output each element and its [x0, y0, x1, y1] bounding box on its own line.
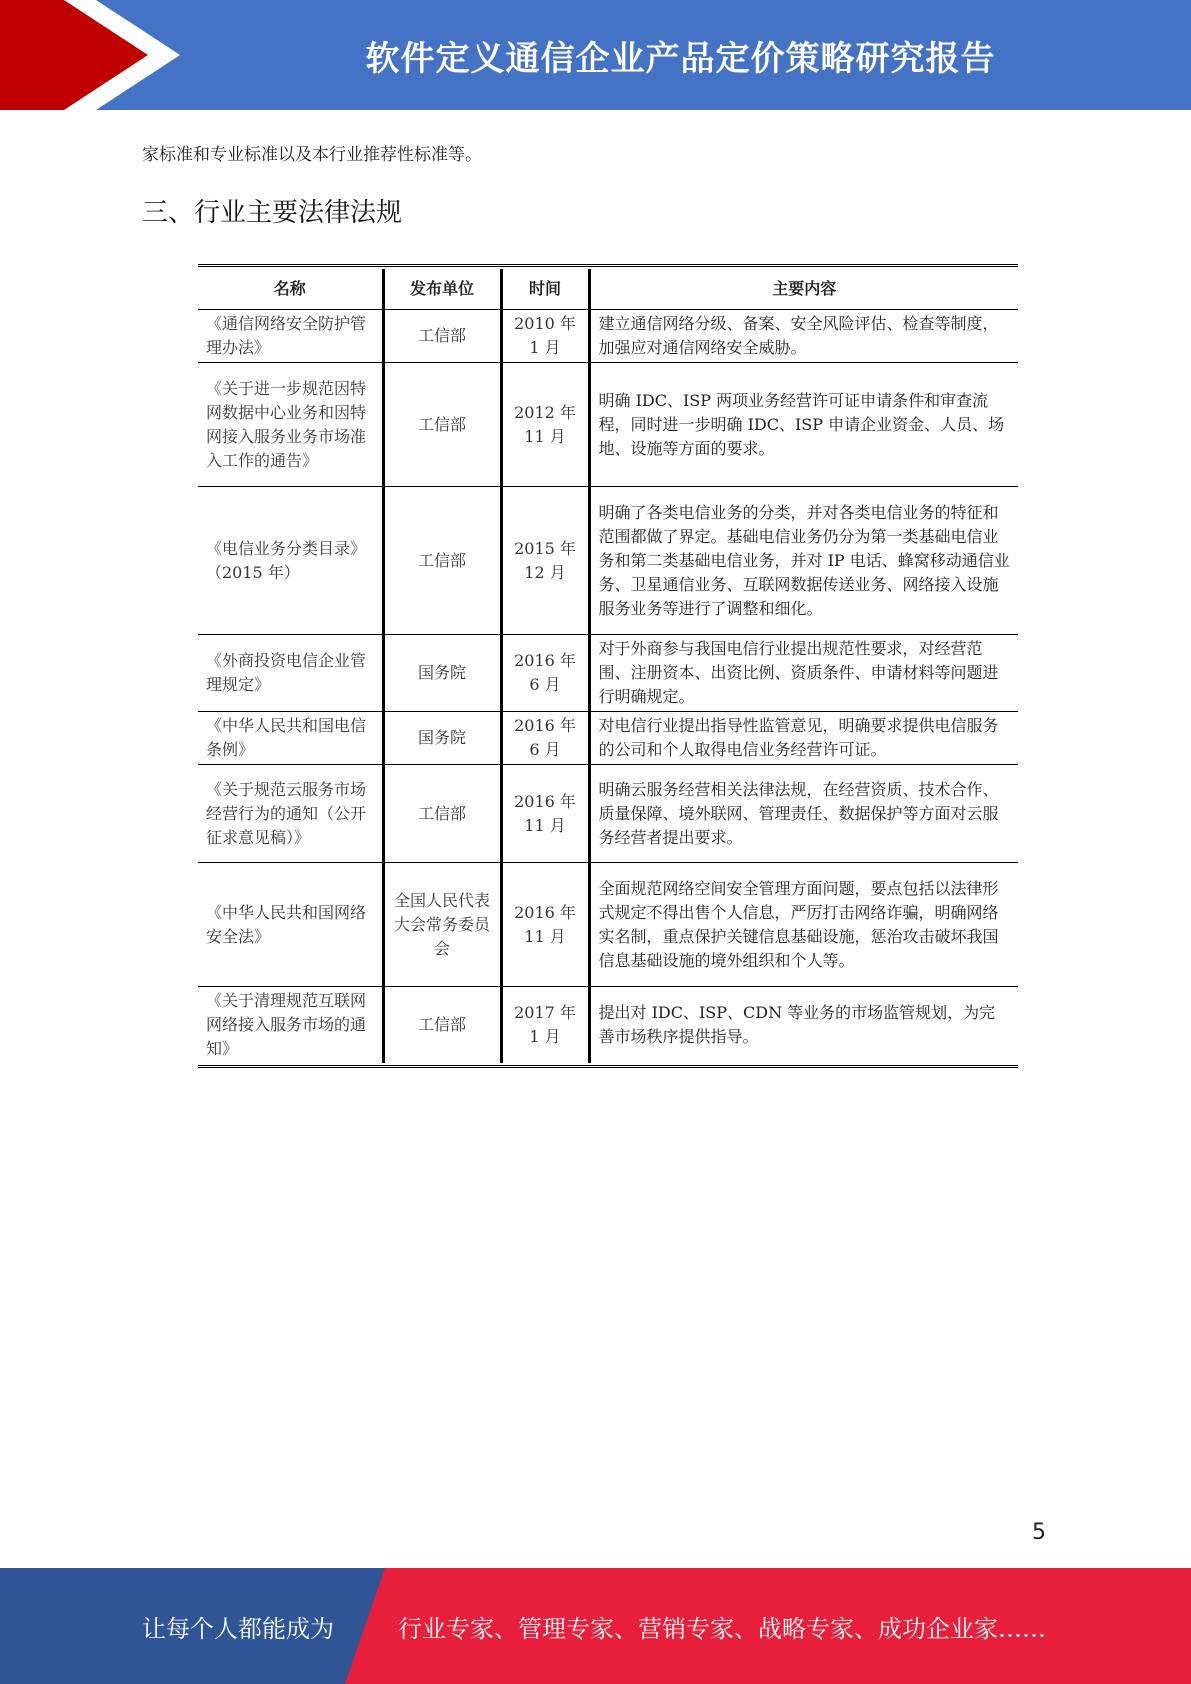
footer-slogan-right: 行业专家、管理专家、营销专家、战略专家、成功企业家…… [398, 1614, 1046, 1643]
table-row [198, 363, 1018, 487]
law-content: 建立通信网络分级、备案、安全风险评估、检查等制度，加强应对通信网络安全威胁。 [589, 310, 1018, 363]
law-time: 2012 年 11 月 [501, 363, 589, 487]
table-row [198, 487, 1018, 635]
footer-banner [0, 1568, 1191, 1684]
table-row [198, 712, 1018, 765]
law-time: 2016 年 6 月 [501, 712, 589, 765]
header-name: 名称 [198, 269, 383, 310]
table-row [198, 310, 1018, 363]
law-name: 《中华人民共和国电信条例》 [198, 712, 383, 765]
law-publisher: 工信部 [383, 765, 501, 863]
table-header-row [198, 269, 1018, 310]
law-name: 《中华人民共和国网络安全法》 [198, 863, 383, 987]
law-name: 《通信网络安全防护管理办法》 [198, 310, 383, 363]
table-row [198, 635, 1018, 712]
law-name: 《关于规范云服务市场经营行为的通知（公开征求意见稿）》 [198, 765, 383, 863]
header-time: 时间 [501, 269, 589, 310]
law-content: 对于外商参与我国电信行业提出规范性要求，对经营范围、注册资本、出资比例、资质条件、申请材料等问题进行明确规定。 [589, 635, 1018, 712]
law-name: 《外商投资电信企业管理规定》 [198, 635, 383, 712]
header-content: 主要内容 [589, 269, 1018, 310]
law-time: 2015 年 12 月 [501, 487, 589, 635]
law-time: 2017 年 1 月 [501, 987, 589, 1064]
header-publisher: 发布单位 [383, 269, 501, 310]
law-publisher: 国务院 [383, 712, 501, 765]
law-publisher: 工信部 [383, 363, 501, 487]
law-time: 2010 年 1 月 [501, 310, 589, 363]
law-name: 《关于进一步规范因特网数据中心业务和因特网接入服务业务市场准入工作的通告》 [198, 363, 383, 487]
law-content: 对电信行业提出指导性监管意见，明确要求提供电信服务的公司和个人取得电信业务经营许可证。 [589, 712, 1018, 765]
law-content: 提出对 IDC、ISP、CDN 等业务的市场监管规划，为完善市场秩序提供指导。 [589, 987, 1018, 1064]
law-table-container [198, 264, 1018, 1068]
table-row [198, 863, 1018, 987]
law-content: 明确了各类电信业务的分类，并对各类电信业务的特征和范围都做了界定。基础电信业务仍分为第一类基础电信业务和第二类基础电信业务，并对 IP 电话、蜂窝移动通信业务、卫星通信业务、互联网数据传送业务、网络接入设施服务业务等进行了调整和细化。 [589, 487, 1018, 635]
law-publisher: 工信部 [383, 487, 501, 635]
law-publisher: 全国人民代表大会常务委员会 [383, 863, 501, 987]
law-content: 全面规范网络空间安全管理方面问题，要点包括以法律形式规定不得出售个人信息，严厉打击网络诈骗，明确网络实名制，重点保护关键信息基础设施，惩治攻击破坏我国信息基础设施的境外组织和个人等。 [589, 863, 1018, 987]
intro-paragraph: 家标准和专业标准以及本行业推荐性标准等。 [142, 145, 482, 165]
header-red-chevron [0, 0, 148, 110]
law-time: 2016 年 11 月 [501, 765, 589, 863]
table-row [198, 987, 1018, 1064]
section-heading: 三、行业主要法律法规 [142, 198, 403, 228]
law-publisher: 工信部 [383, 310, 501, 363]
report-title: 软件定义通信企业产品定价策略研究报告 [365, 38, 996, 79]
page-number: 5 [1032, 1520, 1046, 1545]
header-banner [0, 0, 1191, 110]
law-time: 2016 年 6 月 [501, 635, 589, 712]
law-publisher: 工信部 [383, 987, 501, 1064]
table-row [198, 765, 1018, 863]
law-time: 2016 年 11 月 [501, 863, 589, 987]
law-name: 《电信业务分类目录》（2015 年） [198, 487, 383, 635]
law-table [198, 269, 1018, 1063]
footer-slogan-left: 让每个人都能成为 [142, 1614, 334, 1643]
law-content: 明确 IDC、ISP 两项业务经营许可证申请条件和审查流程，同时进一步明确 IDC、ISP 申请企业资金、人员、场地、设施等方面的要求。 [589, 363, 1018, 487]
law-publisher: 国务院 [383, 635, 501, 712]
law-content: 明确云服务经营相关法律法规，在经营资质、技术合作、质量保障、境外联网、管理责任、数据保护等方面对云服务经营者提出要求。 [589, 765, 1018, 863]
law-name: 《关于清理规范互联网网络接入服务市场的通知》 [198, 987, 383, 1064]
